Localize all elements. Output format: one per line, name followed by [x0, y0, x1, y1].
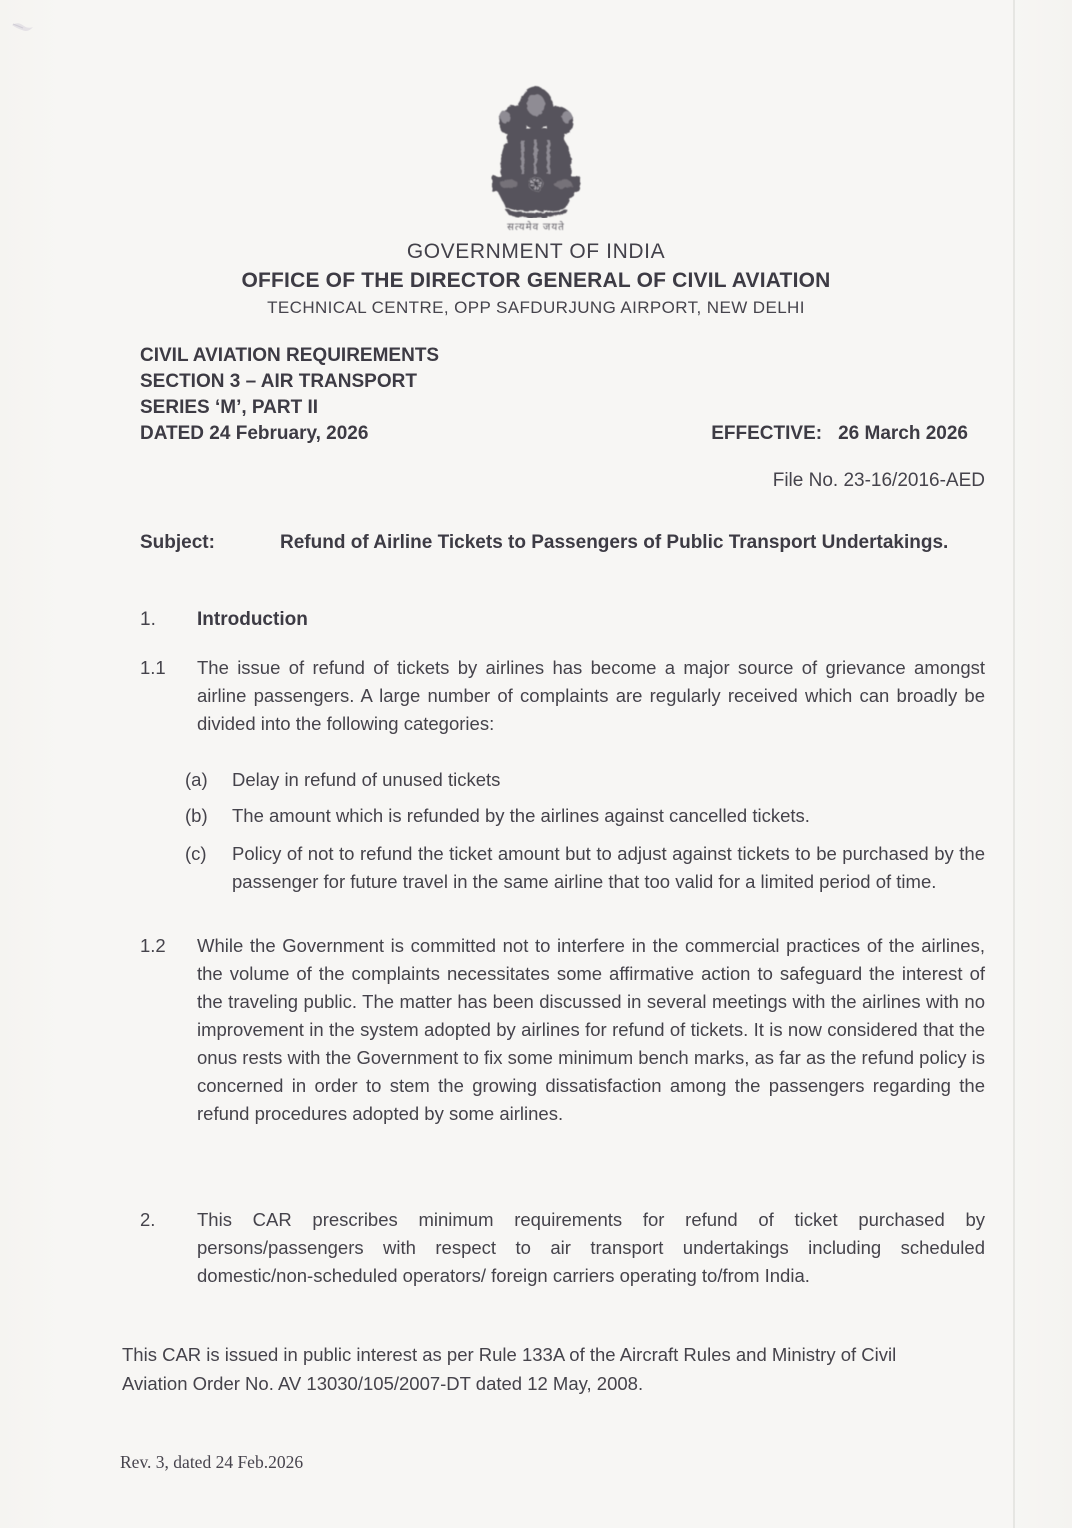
section-1-heading: Introduction: [197, 609, 308, 630]
list-item: [185, 802, 985, 830]
subject-label: Subject:: [140, 532, 215, 553]
national-emblem-icon: [478, 80, 594, 218]
complaint-categories-list: [185, 766, 985, 904]
document-header: [0, 80, 1072, 318]
list-item-text: Policy of not to refund the ticket amount but to adjust against tickets to be purchased by the passenger for future travel in the same airline that too valid for a limited period of time.: [232, 843, 985, 892]
list-item-text: Delay in refund of unused tickets: [232, 769, 501, 790]
paragraph-1-1: [140, 654, 985, 738]
closing-paragraph: This CAR is issued in public interest as per Rule 133A of the Aircraft Rules and Ministry of Civil Aviation Order No. AV 13030/105/2007-DT dated 12 May, 2008.: [122, 1344, 897, 1394]
paragraph-1-2: [140, 932, 985, 1128]
car-title-line-1: CIVIL AVIATION REQUIREMENTS: [140, 345, 440, 366]
list-item: [185, 766, 985, 794]
paragraph-1-1-text: The issue of refund of tickets by airlines has become a major source of grievance amongst airline passengers. A large number of complaints are regularly received which can broadly be divided into the following categories:: [197, 657, 985, 734]
subject-text: Refund of Airline Tickets to Passengers of Public Transport Undertakings.: [280, 532, 949, 553]
paragraph-2: [140, 1206, 985, 1290]
section-1-number: 1.: [140, 609, 156, 630]
paragraph-1-2-text: While the Government is committed not to interfere in the commercial practices of the airlines, the volume of the complaints necessitates some affirmative action to safeguard the interest of the traveling public. The matter has been discussed in several meetings with the airlines with no improvement in the system adopted by airlines for refund of tickets. It is now considered that the onus rests with the Government to fix some minimum bench marks, as far as the refund policy is concerned in order to stem the growing dissatisfaction among the passengers regarding the refund procedures adopted by some airlines.: [197, 935, 985, 1124]
effective-line: [711, 421, 968, 447]
paragraph-2-number: 2.: [140, 1209, 156, 1230]
government-of-india-line: GOVERNMENT OF INDIA: [406, 240, 666, 263]
list-item-text: The amount which is refunded by the airlines against cancelled tickets.: [232, 805, 810, 826]
dated-line: DATED 24 February, 2026: [140, 423, 369, 444]
car-title-line-2: SECTION 3 – AIR TRANSPORT: [140, 371, 417, 392]
paragraph-1-2-number: 1.2: [140, 935, 166, 956]
effective-date: 26 March 2026: [838, 423, 968, 444]
list-item-label: (a): [185, 769, 208, 790]
list-item: [185, 840, 985, 896]
list-item-label: (c): [185, 843, 207, 864]
paragraph-1-1-number: 1.1: [140, 657, 166, 678]
emblem-motto: सत्यमेव जयते: [507, 222, 565, 233]
effective-label: EFFECTIVE:: [711, 423, 823, 444]
car-title-line-3: SERIES ‘M’, PART II: [140, 397, 319, 418]
paragraph-2-text: This CAR prescribes minimum requirements for refund of ticket purchased by persons/passengers with respect to air transport undertakings including scheduled domestic/non-scheduled operators/ foreign carriers operating to/from India.: [197, 1209, 985, 1286]
section-1-heading-row: [140, 606, 985, 634]
revision-footer: Rev. 3, dated 24 Feb.2026: [120, 1452, 304, 1472]
file-number: File No. 23-16/2016-AED: [772, 470, 985, 491]
car-title-block: [140, 343, 968, 447]
office-line: OFFICE OF THE DIRECTOR GENERAL OF CIVIL AVIATION: [241, 269, 831, 292]
subject-block: [140, 528, 985, 557]
list-item-label: (b): [185, 805, 208, 826]
pen-smudge: [10, 18, 36, 36]
address-line: TECHNICAL CENTRE, OPP SAFDURJUNG AIRPORT, NEW DELHI: [267, 298, 805, 317]
